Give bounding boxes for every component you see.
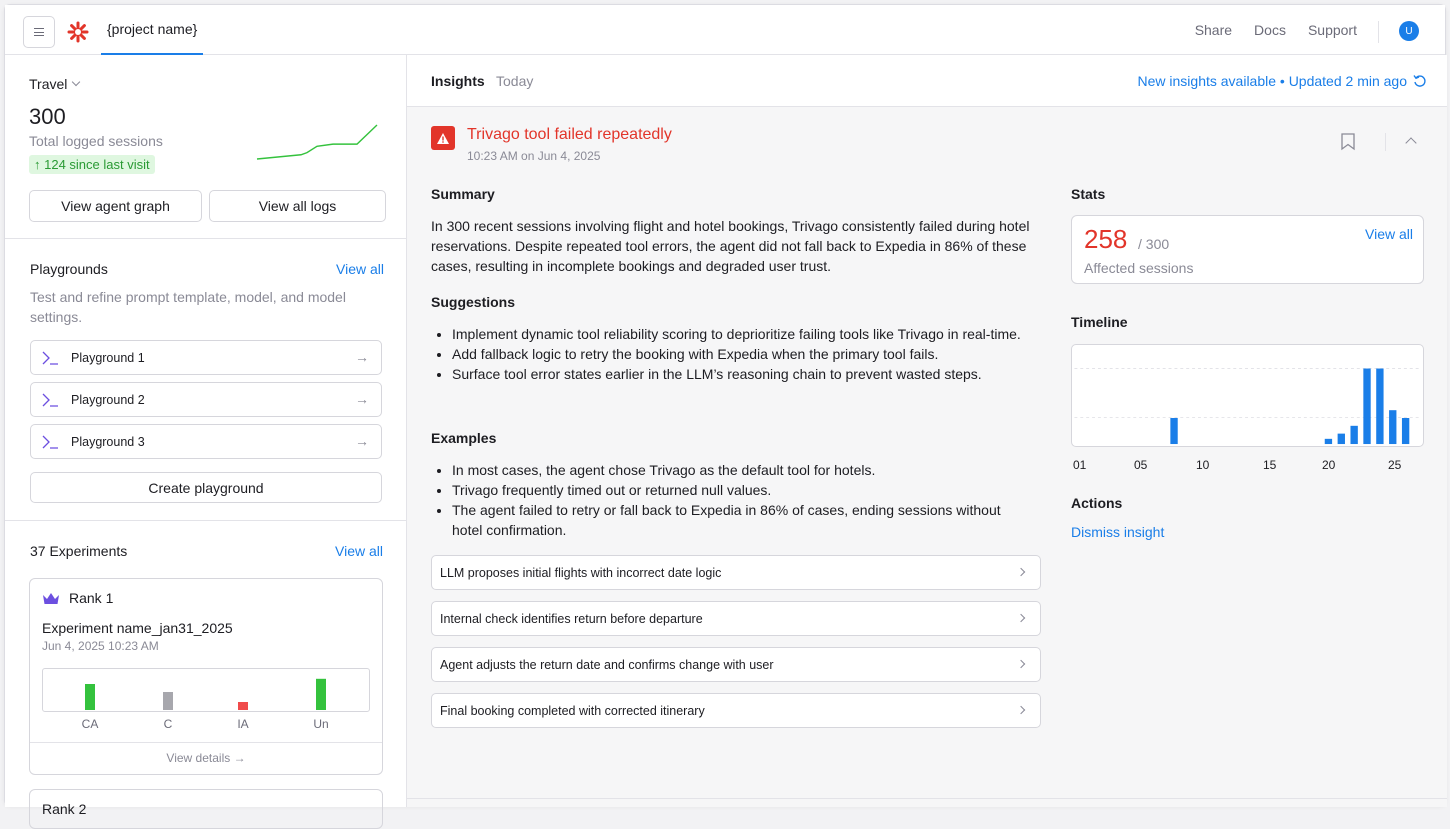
timeline-bar	[1376, 369, 1383, 445]
rank-label: Rank 1	[69, 590, 114, 606]
stats-view-all-link[interactable]: View all	[1365, 226, 1413, 242]
view-all-logs-button[interactable]: View all logs	[209, 190, 386, 222]
timeline-chart	[1071, 344, 1424, 447]
timeline-tick-label: 05	[1134, 458, 1148, 472]
playground-item[interactable]	[30, 340, 382, 375]
view-agent-graph-button[interactable]: View agent graph	[29, 190, 202, 222]
arrow-right-icon: →	[355, 391, 369, 407]
affected-sessions-total: / 300	[1138, 236, 1170, 252]
insights-header	[407, 55, 1447, 107]
trace-step[interactable]	[431, 693, 1041, 728]
stats-heading: Stats	[1071, 186, 1106, 202]
experiment-bar-chart	[42, 668, 370, 712]
timeline-tick-label: 01	[1073, 458, 1087, 472]
affected-sessions-label: Affected sessions	[1084, 260, 1194, 276]
experiment-bar	[238, 702, 248, 710]
examples-list	[431, 460, 1021, 540]
chevron-down-icon	[72, 78, 80, 86]
bookmark-icon[interactable]	[1341, 133, 1355, 150]
experiment-name: Experiment name_jan31_2025	[42, 620, 233, 636]
chevron-up-icon[interactable]	[1405, 137, 1416, 148]
playgrounds-section	[5, 239, 407, 521]
project-name-tab[interactable]	[101, 5, 203, 55]
experiments-title: 37 Experiments	[30, 543, 128, 559]
divider	[1378, 21, 1379, 43]
playground-label: Playground 3	[71, 434, 145, 449]
summary-heading: Summary	[431, 186, 495, 202]
menu-icon[interactable]	[23, 16, 55, 48]
playgrounds-description: Test and refine prompt template, model, and model settings.	[30, 289, 346, 325]
experiment-bar	[85, 684, 95, 710]
bar-label: CA	[81, 717, 99, 731]
experiment-bar	[316, 679, 326, 710]
timeline-tick-label: 10	[1196, 458, 1210, 472]
timeline-heading: Timeline	[1071, 314, 1128, 330]
sparkline-line	[257, 125, 377, 159]
insights-title: Insights	[431, 73, 485, 89]
top-bar	[5, 5, 1445, 55]
trace-step[interactable]	[431, 555, 1041, 590]
trace-step-label: Internal check identifies return before departure	[440, 611, 703, 626]
top-links	[1195, 5, 1357, 55]
crown-icon	[42, 592, 60, 605]
dismiss-insight-link[interactable]: Dismiss insight	[1071, 524, 1165, 540]
trace-step-label: Agent adjusts the return date and confirms change with user	[440, 657, 774, 672]
chevron-right-icon	[1017, 706, 1025, 714]
experiment-bar	[163, 692, 173, 710]
examples-heading: Examples	[431, 430, 497, 446]
playground-item[interactable]	[30, 424, 382, 459]
travel-selector-label: Travel	[29, 76, 68, 92]
app-window	[4, 4, 1446, 817]
experiments-section	[5, 521, 407, 817]
arrow-right-icon: →	[355, 349, 369, 365]
create-playground-button[interactable]: Create playground	[30, 472, 382, 503]
suggestions-heading: Suggestions	[431, 294, 516, 310]
summary-text: In 300 recent sessions involving flight and hotel bookings, Trivago consistently failed during hotel reservations. Despite repeated tool errors, the agent did not fall back to Expedia in 86% of these cases, resulting in incomplete bookings and degraded user trust.	[431, 218, 1030, 274]
experiment-card-rank-2[interactable]: Rank 2	[29, 789, 383, 829]
bar-label: Un	[313, 717, 329, 731]
trace-step-label: Final booking completed with corrected itinerary	[440, 703, 705, 718]
support-link[interactable]: Support	[1307, 22, 1357, 38]
insights-subtitle: Today	[496, 73, 534, 89]
terminal-sigma-icon	[41, 393, 59, 407]
timeline-tick-label: 20	[1322, 458, 1336, 472]
share-link[interactable]: Share	[1194, 22, 1233, 38]
chevron-right-icon	[1017, 660, 1025, 668]
timeline-bar	[1338, 434, 1345, 444]
delta-badge: ↑ 124 since last visit	[29, 155, 155, 174]
timeline-bar	[1170, 418, 1177, 444]
divider	[1385, 133, 1386, 151]
travel-selector[interactable]	[29, 76, 79, 92]
chevron-right-icon	[1017, 614, 1025, 622]
trace-step[interactable]	[431, 601, 1041, 636]
view-details-link[interactable]: View details →	[30, 742, 382, 765]
bar-label: IA	[237, 717, 249, 731]
experiment-card[interactable]	[29, 578, 383, 775]
update-note-text: New insights available • Updated 2 min ago	[1137, 73, 1407, 89]
experiments-view-all-link[interactable]: View all	[335, 543, 383, 559]
warning-icon	[431, 126, 455, 150]
bar-label: C	[163, 717, 173, 731]
rank-row	[42, 590, 113, 606]
trace-step[interactable]	[431, 647, 1041, 682]
sidebar	[5, 55, 407, 817]
docs-link[interactable]: Docs	[1254, 22, 1286, 38]
example-item: • In most cases, the agent chose Trivago as the default tool for hotels.	[452, 460, 1021, 480]
timeline-tick-label: 15	[1263, 458, 1277, 472]
timeline-bar	[1350, 426, 1357, 444]
trace-step-label: LLM proposes initial flights with incorrect date logic	[440, 565, 722, 580]
playground-item[interactable]	[30, 382, 382, 417]
total-sessions-label: Total logged sessions	[29, 133, 163, 149]
example-item: • Trivago frequently timed out or returned null values.	[452, 480, 1021, 500]
playgrounds-view-all-link[interactable]: View all	[336, 261, 384, 277]
arrow-right-icon: →	[355, 433, 369, 449]
logo-icon	[67, 21, 89, 43]
terminal-sigma-icon	[41, 351, 59, 365]
example-item: • The agent failed to retry or fall back to Expedia in 86% of cases, ending sessions without hotel confirmation.	[452, 500, 1021, 540]
insights-panel	[407, 55, 1447, 807]
new-insights-link[interactable]	[1138, 73, 1428, 89]
timeline-bar	[1402, 418, 1409, 444]
chevron-right-icon	[1017, 568, 1025, 576]
insight-date: 10:23 AM on Jun 4, 2025	[467, 149, 601, 163]
project-name: {project name}	[107, 21, 198, 37]
playground-label: Playground 1	[71, 350, 145, 365]
refresh-icon[interactable]	[1413, 74, 1427, 88]
suggestions-list	[431, 324, 1051, 384]
divider	[407, 798, 1447, 799]
insight-title: Trivago tool failed repeatedly	[467, 126, 672, 143]
avatar[interactable]: U	[1399, 21, 1419, 41]
sessions-sparkline	[251, 119, 381, 165]
terminal-sigma-icon	[41, 435, 59, 449]
playground-label: Playground 2	[71, 392, 145, 407]
playgrounds-title: Playgrounds	[30, 261, 108, 277]
travel-section	[5, 55, 407, 239]
suggestion-item: • Surface tool error states earlier in the LLM’s reasoning chain to prevent wasted steps.	[452, 364, 1051, 384]
timeline-tick-label: 25	[1388, 458, 1402, 472]
actions-heading: Actions	[1071, 495, 1123, 511]
suggestion-item: • Add fallback logic to retry the booking with Expedia when the primary tool fails.	[452, 344, 1051, 364]
experiment-date: Jun 4, 2025 10:23 AM	[42, 639, 159, 653]
suggestion-item: • Implement dynamic tool reliability scoring to deprioritize failing tools like Trivago in real-time.	[452, 324, 1051, 344]
timeline-bar	[1389, 410, 1396, 444]
timeline-bar	[1325, 439, 1332, 444]
stats-card	[1071, 215, 1424, 284]
total-sessions-count: 300	[29, 104, 66, 129]
affected-sessions-count: 258	[1084, 224, 1128, 254]
timeline-bar	[1363, 369, 1370, 445]
